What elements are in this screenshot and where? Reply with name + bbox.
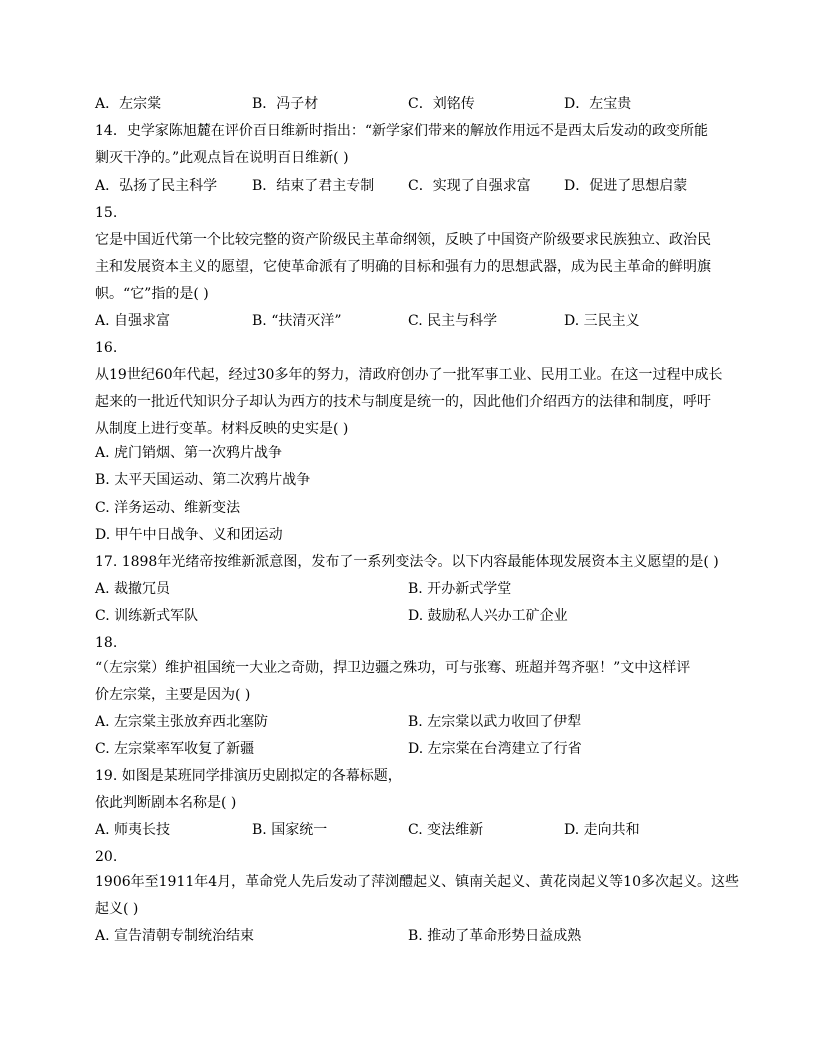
- q14-stem-line-1: 14．史学家陈旭麓在评价百日维新时指出：“新学家们带来的解放作用远不是西太后发动的政变所能: [95, 123, 708, 139]
- q15-option-b: B. “扶清灭洋”: [252, 313, 342, 329]
- q20-option-b: B. 推动了革命形势日益成熟: [408, 928, 582, 944]
- q15-stem-line-2: 主和发展资本主义的愿望，它使革命派有了明确的目标和强有力的思想武器，成为民主革命的鲜明旗: [95, 259, 711, 275]
- q16-option-d: D. 甲午中日战争、义和团运动: [95, 527, 283, 543]
- q17-option-d: D. 鼓励私人兴办工矿企业: [408, 608, 568, 624]
- q19-option-c: C. 变法维新: [408, 822, 484, 838]
- q17-option-b: B. 开办新式学堂: [408, 581, 512, 597]
- q13-option-b: B．冯子材: [252, 96, 319, 112]
- q20-stem-line-1: 1906年至1911年4月，革命党人先后发动了萍浏醴起义、镇南关起义、黄花岗起义等10多次起义。这些: [95, 874, 739, 890]
- q17-option-a: A. 裁撤冗员: [95, 581, 171, 597]
- q19-option-b: B. 国家统一: [252, 822, 328, 838]
- q17-stem-line-1: 17. 1898年光绪帝按维新派意图，发布了一系列变法令。以下内容最能体现发展资本主义愿望的是( ): [95, 554, 719, 570]
- q13-option-a: A．左宗棠: [95, 96, 162, 112]
- q20-stem-line-2: 起义( ): [95, 901, 139, 917]
- q15-stem-line-1: 它是中国近代第一个比较完整的资产阶级民主革命纲领，反映了中国资产阶级要求民族独立、政治民: [95, 232, 711, 248]
- q15-option-c: C. 民主与科学: [408, 313, 498, 329]
- q18-option-b: B. 左宗棠以武力收回了伊犁: [408, 714, 582, 730]
- q13-option-d: D．左宝贵: [564, 96, 632, 112]
- q16-stem-line-3: 从制度上进行变革。材料反映的史实是( ): [95, 421, 349, 437]
- q15-option-a: A. 自强求富: [95, 313, 171, 329]
- q16-stem-line-1: 从19世纪60年代起，经过30多年的努力，清政府创办了一批军事工业、民用工业。在这一过程中成长: [95, 367, 723, 383]
- q14-option-b: B．结束了君主专制: [252, 178, 375, 194]
- q14-option-c: C．实现了自强求富: [408, 178, 531, 194]
- q18-stem-line-1: “（左宗棠）维护祖国统一大业之奇勋，捍卫边疆之殊功，可与张骞、班超并驾齐驱！”文中这样评: [95, 660, 691, 676]
- q14-stem-line-2: 剿灭干净的。”此观点旨在说明百日维新( ): [95, 150, 349, 166]
- q16-option-a: A. 虎门销烟、第一次鸦片战争: [95, 445, 283, 461]
- q18-option-c: C. 左宗棠率军收复了新疆: [95, 741, 255, 757]
- q17-option-c: C. 训练新式军队: [95, 608, 199, 624]
- q15-number: 15.: [95, 205, 118, 221]
- q15-stem-line-3: 帜。“它”指的是( ): [95, 286, 209, 302]
- q18-stem-line-2: 价左宗棠，主要是因为( ): [95, 687, 251, 703]
- q16-option-b: B. 太平天国运动、第二次鸦片战争: [95, 472, 311, 488]
- q19-option-a: A. 师夷长技: [95, 822, 171, 838]
- q20-option-a: A. 宣告清朝专制统治结束: [95, 928, 255, 944]
- q16-option-c: C. 洋务运动、维新变法: [95, 500, 241, 516]
- q19-option-d: D. 走向共和: [564, 822, 640, 838]
- q19-stem-line-1: 19. 如图是某班同学排演历史剧拟定的各幕标题，: [95, 768, 402, 784]
- q14-option-d: D．促进了思想启蒙: [564, 178, 688, 194]
- q13-option-c: C．刘铭传: [408, 96, 475, 112]
- q14-option-a: A．弘扬了民主科学: [95, 178, 218, 194]
- q16-number: 16.: [95, 340, 118, 356]
- q15-option-d: D. 三民主义: [564, 313, 640, 329]
- q18-number: 18.: [95, 635, 118, 651]
- q16-stem-line-2: 起来的一批近代知识分子却认为西方的技术与制度是统一的，因此他们介绍西方的法律和制度，呼吁: [95, 394, 711, 410]
- q19-stem-line-2: 依此判断剧本名称是( ): [95, 795, 237, 811]
- q18-option-a: A. 左宗棠主张放弃西北塞防: [95, 714, 269, 730]
- q20-number: 20.: [95, 849, 118, 865]
- q18-option-d: D. 左宗棠在台湾建立了行省: [408, 741, 582, 757]
